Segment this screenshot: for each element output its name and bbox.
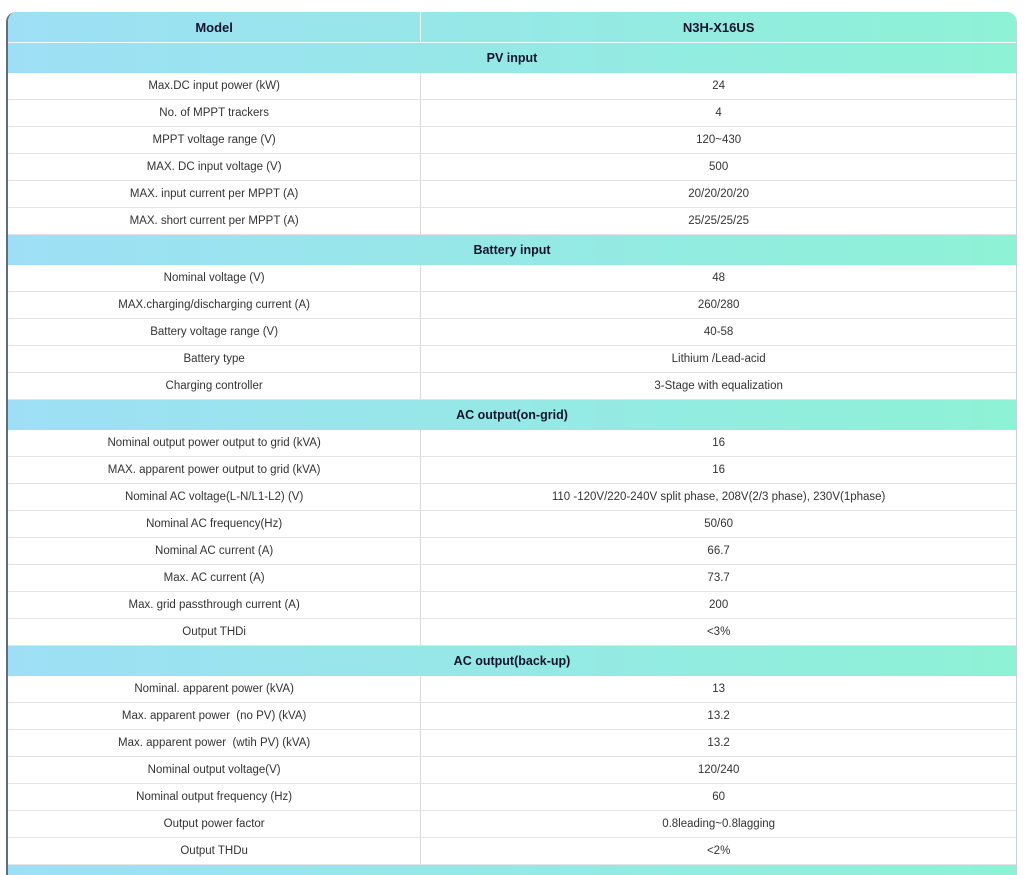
spec-value-cell: 3-Stage with equalization — [654, 380, 783, 392]
section-rows — [8, 73, 1016, 235]
table-row — [8, 100, 1016, 127]
table-row — [8, 346, 1016, 373]
table-row — [8, 208, 1016, 235]
spec-label-cell: MAX.charging/discharging current (A) — [8, 292, 421, 318]
table-row — [8, 784, 1016, 811]
table-row — [8, 484, 1016, 511]
spec-label-cell: MAX. DC input voltage (V) — [8, 154, 421, 180]
table-row — [8, 511, 1016, 538]
spec-label-cell: Charging controller — [8, 373, 421, 399]
spec-value-cell: 16 — [712, 464, 726, 476]
table-row — [8, 373, 1016, 400]
spec-value-cell: 20/20/20/20 — [688, 188, 749, 200]
table-row — [8, 538, 1016, 565]
spec-value-cell: 73.7 — [707, 572, 730, 584]
spec-value-cell: 120/240 — [697, 764, 740, 776]
spec-label-cell: Nominal output power output to grid (kVA) — [8, 430, 421, 456]
section-header: PV input — [8, 43, 1016, 73]
spec-label-cell: Output power factor — [8, 811, 421, 837]
model-column-header: Model — [8, 12, 421, 42]
spec-label-cell: MAX. short current per MPPT (A) — [8, 208, 421, 234]
spec-value-cell: 16 — [712, 437, 726, 449]
table-body — [8, 43, 1016, 865]
spec-label-cell: MAX. apparent power output to grid (kVA) — [8, 457, 421, 483]
spec-value-cell: 25/25/25/25 — [688, 215, 749, 227]
table-row — [8, 730, 1016, 757]
table-row — [8, 154, 1016, 181]
spec-label-cell: MAX. input current per MPPT (A) — [8, 181, 421, 207]
spec-value-cell: 48 — [712, 272, 726, 284]
spec-value-cell: 260/280 — [697, 299, 740, 311]
spec-label-cell: Max. apparent power (no PV) (kVA) — [8, 703, 421, 729]
spec-label-cell: Battery type — [8, 346, 421, 372]
table-section — [8, 235, 1016, 400]
model-name-header: N3H-X16US — [682, 19, 755, 35]
spec-label-cell: Nominal. apparent power (kVA) — [8, 676, 421, 702]
table-row — [8, 319, 1016, 346]
table-row — [8, 838, 1016, 865]
table-row — [8, 430, 1016, 457]
spec-value-cell: 40-58 — [703, 326, 734, 338]
next-section-bar — [8, 865, 1016, 875]
spec-value-cell: 4 — [715, 107, 722, 119]
spec-label-cell: Nominal output voltage(V) — [8, 757, 421, 783]
spec-label-cell: Max.DC input power (kW) — [8, 73, 421, 99]
table-header-row — [8, 12, 1016, 43]
spec-value-cell: <2% — [706, 845, 731, 857]
spec-value-cell: 66.7 — [707, 545, 730, 557]
table-row — [8, 592, 1016, 619]
spec-label-cell: Nominal voltage (V) — [8, 265, 421, 291]
spec-value-cell: 13 — [712, 683, 726, 695]
table-row — [8, 127, 1016, 154]
table-row — [8, 703, 1016, 730]
spec-label-cell: Output THDi — [8, 619, 421, 645]
spec-value-cell: 13.2 — [707, 710, 730, 722]
table-row — [8, 181, 1016, 208]
spec-value-cell: 13.2 — [707, 737, 730, 749]
section-rows — [8, 265, 1016, 400]
table-section — [8, 400, 1016, 646]
table-row — [8, 757, 1016, 784]
spec-label-cell: Max. apparent power (wtih PV) (kVA) — [8, 730, 421, 756]
spec-value-cell: 500 — [709, 161, 729, 173]
spec-label-cell: MPPT voltage range (V) — [8, 127, 421, 153]
table-row — [8, 619, 1016, 646]
table-section — [8, 646, 1016, 865]
spec-value-cell: Lithium /Lead-acid — [671, 353, 766, 365]
table-row — [8, 811, 1016, 838]
table-row — [8, 565, 1016, 592]
spec-table — [6, 12, 1017, 875]
table-section — [8, 43, 1016, 235]
spec-label-cell: Nominal AC frequency(Hz) — [8, 511, 421, 537]
table-row — [8, 457, 1016, 484]
spec-value-cell: 60 — [712, 791, 726, 803]
table-row — [8, 265, 1016, 292]
spec-label-cell: Max. grid passthrough current (A) — [8, 592, 421, 618]
spec-value-cell: <3% — [706, 626, 731, 638]
spec-label-cell: Nominal output frequency (Hz) — [8, 784, 421, 810]
section-header: AC output(back-up) — [8, 646, 1016, 676]
section-rows — [8, 430, 1016, 646]
table-row — [8, 73, 1016, 100]
spec-label-cell: No. of MPPT trackers — [8, 100, 421, 126]
spec-value-cell: 200 — [709, 599, 729, 611]
spec-label-cell: Max. AC current (A) — [8, 565, 421, 591]
section-header: AC output(on-grid) — [8, 400, 1016, 430]
spec-value-cell: 24 — [712, 80, 726, 92]
spec-label-cell: Nominal AC current (A) — [8, 538, 421, 564]
spec-label-cell: Output THDu — [8, 838, 421, 864]
table-row — [8, 292, 1016, 319]
spec-label-cell: Battery voltage range (V) — [8, 319, 421, 345]
table-row — [8, 676, 1016, 703]
section-header: Battery input — [8, 235, 1016, 265]
spec-label-cell: Nominal AC voltage(L-N/L1-L2) (V) — [8, 484, 421, 510]
spec-value-cell: 0.8leading~0.8lagging — [662, 818, 776, 830]
spec-value-cell: 50/60 — [704, 518, 734, 530]
section-rows — [8, 676, 1016, 865]
spec-value-cell: 110 -120V/220-240V split phase, 208V(2/3 phase), 230V(1phase) — [551, 491, 886, 503]
spec-value-cell: 120~430 — [696, 134, 742, 146]
